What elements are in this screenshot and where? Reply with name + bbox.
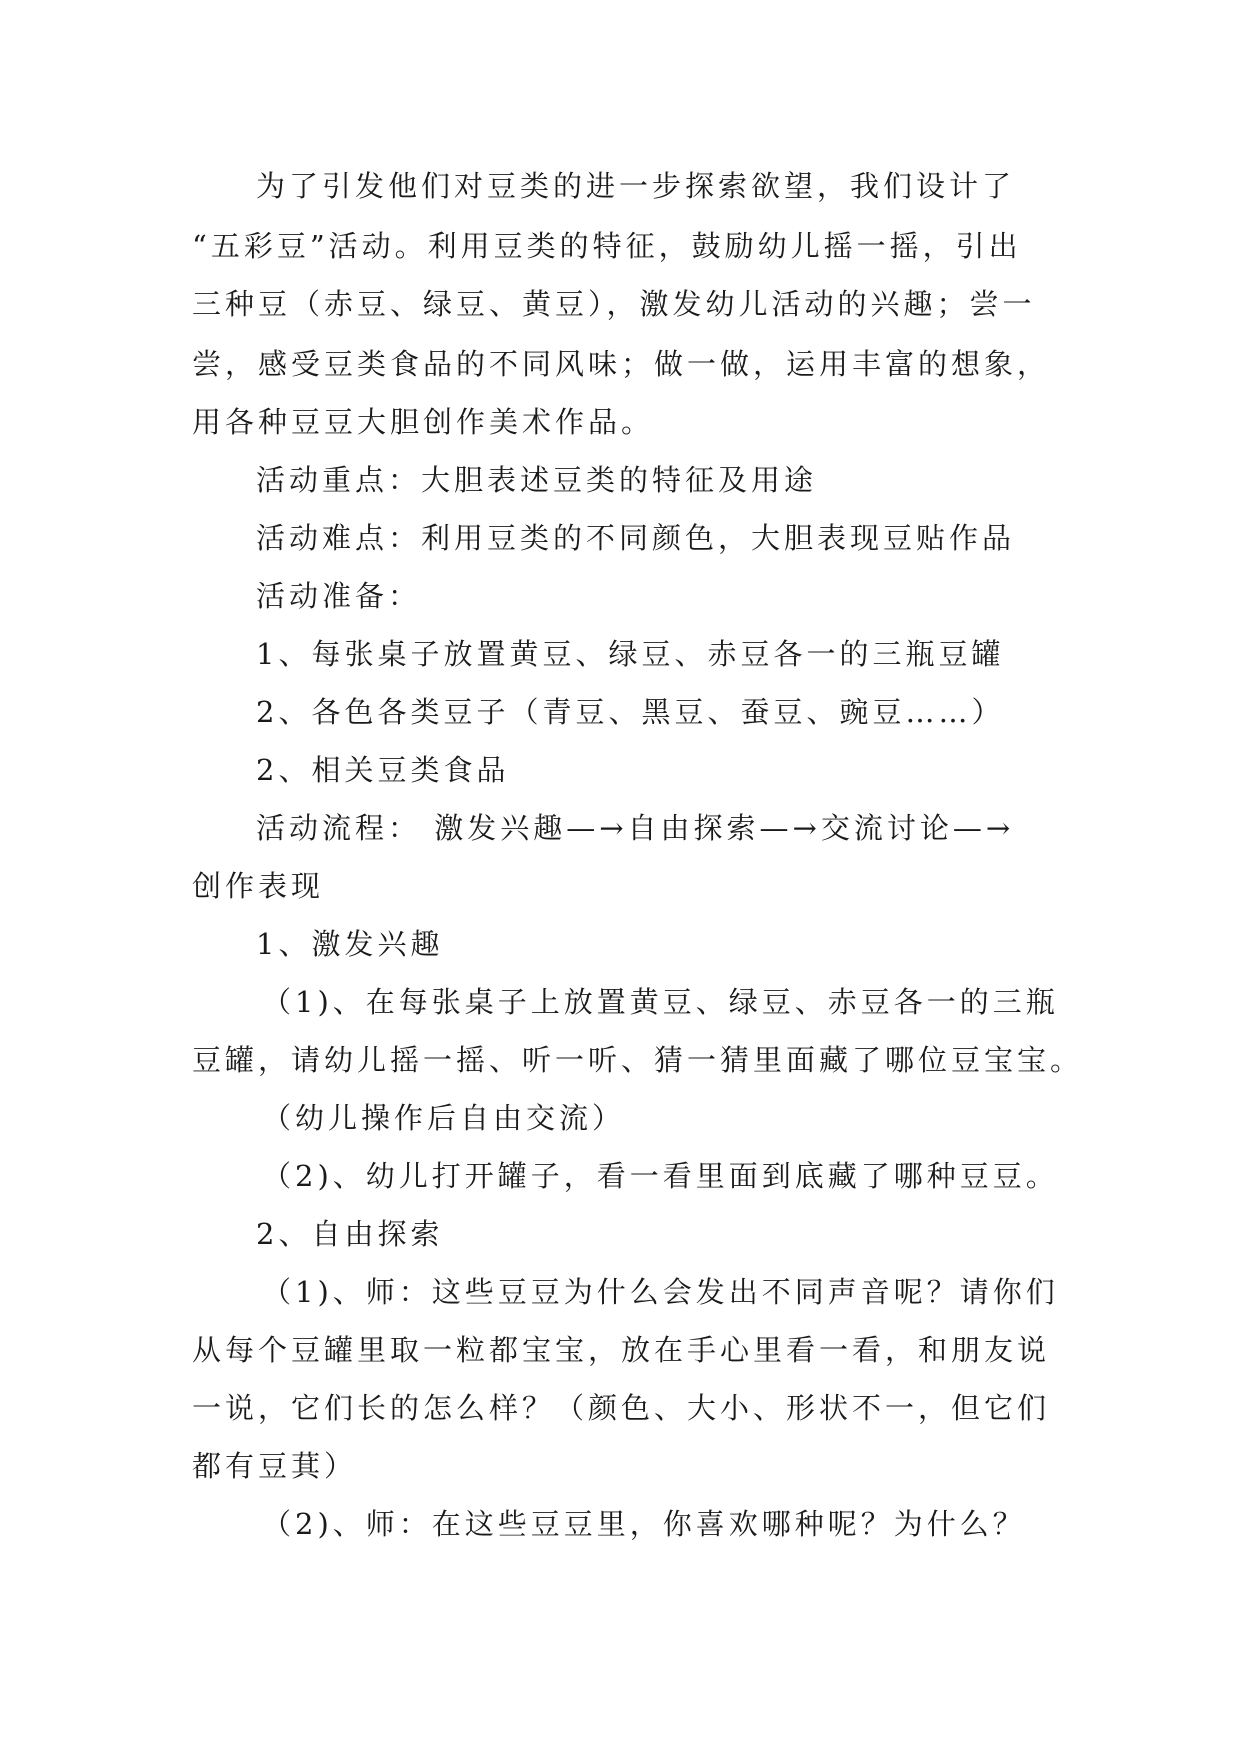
paragraph-line-5: 用各种豆豆大胆创作美术作品。 bbox=[192, 405, 655, 439]
section-heading-explore: 2、自由探索 bbox=[256, 1217, 444, 1251]
paragraph-line-2: “五彩豆”活动。利用豆类的特征，鼓励幼儿摇一摇，引出 bbox=[192, 229, 1022, 263]
step-2-1-line-3: 一说，它们长的怎么样？（颜色、大小、形状不一，但它们 bbox=[192, 1391, 1051, 1425]
step-1-note: （幼儿操作后自由交流） bbox=[262, 1101, 626, 1135]
preparation-item-3: 2、相关豆类食品 bbox=[256, 753, 510, 787]
step-1-1-line-1: （1)、在每张桌子上放置黄豆、绿豆、赤豆各一的三瓶 bbox=[262, 985, 1059, 1019]
preparation-item-1: 1、每张桌子放置黄豆、绿豆、赤豆各一的三瓶豆罐 bbox=[256, 637, 1005, 671]
step-2-1-line-4: 都有豆萁） bbox=[192, 1449, 358, 1483]
step-2-1-line-2: 从每个豆罐里取一粒都宝宝，放在手心里看一看，和朋友说 bbox=[192, 1333, 1051, 1367]
paragraph-line-4: 尝，感受豆类食品的不同风味；做一做，运用丰富的想象， bbox=[192, 347, 1051, 381]
section-heading-interest: 1、激发兴趣 bbox=[256, 927, 444, 961]
step-1-2: （2)、幼儿打开罐子，看一看里面到底藏了哪种豆豆。 bbox=[262, 1159, 1059, 1193]
activity-focus: 活动重点：大胆表述豆类的特征及用途 bbox=[256, 463, 818, 497]
step-1-1-line-2: 豆罐，请幼儿摇一摇、听一听、猜一猜里面藏了哪位豆宝宝。 bbox=[192, 1043, 1084, 1077]
paragraph-line-1: 为了引发他们对豆类的进一步探索欲望，我们设计了 bbox=[256, 169, 1016, 203]
paragraph-line-3: 三种豆（赤豆、绿豆、黄豆），激发幼儿活动的兴趣；尝一 bbox=[192, 287, 1036, 321]
activity-difficulty: 活动难点：利用豆类的不同颜色，大胆表现豆贴作品 bbox=[256, 521, 1016, 555]
preparation-item-2: 2、各色各类豆子（青豆、黑豆、蚕豆、豌豆……） bbox=[256, 695, 1005, 729]
activity-flow-continued: 创作表现 bbox=[192, 869, 325, 903]
step-2-1-line-1: （1)、师：这些豆豆为什么会发出不同声音呢？请你们 bbox=[262, 1275, 1059, 1309]
activity-flow: 活动流程： 激发兴趣—→自由探索—→交流讨论—→ bbox=[256, 811, 1015, 845]
step-2-2: （2)、师：在这些豆豆里，你喜欢哪种呢？为什么？ bbox=[262, 1507, 1026, 1541]
activity-preparation-heading: 活动准备： bbox=[256, 579, 422, 613]
